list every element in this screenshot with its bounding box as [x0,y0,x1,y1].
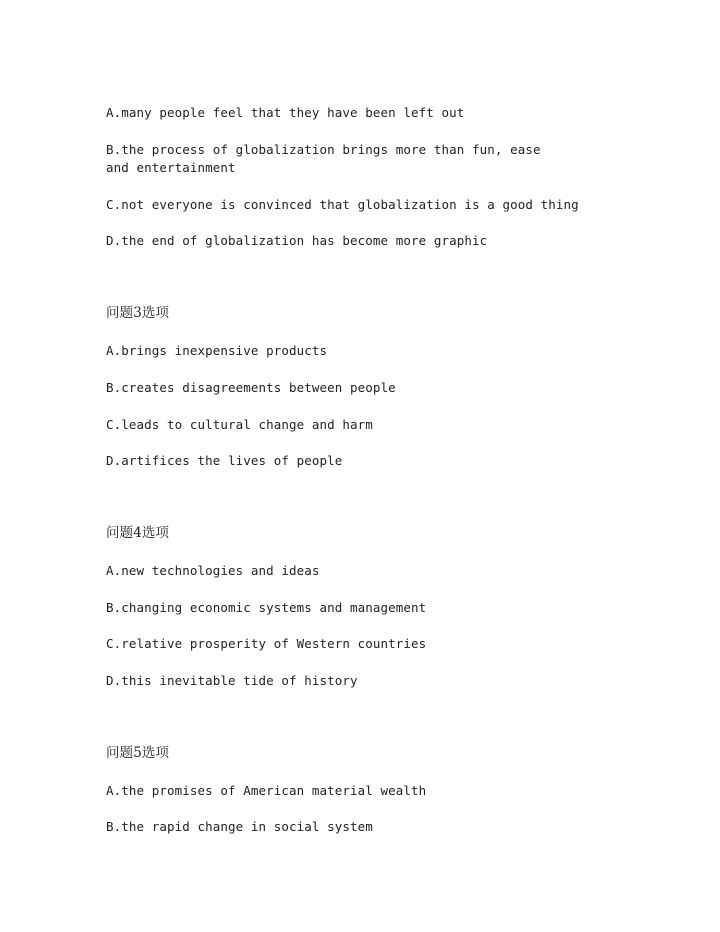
option-4d: D.this inevitable tide of history [106,673,358,688]
option-2d: D.the end of globalization has become more graphic [106,233,488,248]
option-5b: B.the rapid change in social system [106,819,373,834]
question-5-heading: 问题5选项 [106,745,170,761]
option-4c: C.relative prosperity of Western countries [106,636,427,651]
option-4a: A.new technologies and ideas [106,563,320,578]
option-3c: C.leads to cultural change and harm [106,417,373,432]
question-3-heading: 问题3选项 [106,305,170,321]
option-2b: B.the process of globalization brings more than fun, ease and entertainment [106,142,549,175]
option-3b: B.creates disagreements between people [106,380,396,395]
option-4b: B.changing economic systems and management [106,600,427,615]
option-3d: D.artifices the lives of people [106,453,343,468]
option-2a: A.many people feel that they have been left out [106,105,465,120]
question-4-heading: 问题4选项 [106,525,170,541]
option-3a: A.brings inexpensive products [106,343,328,358]
option-2c: C.not everyone is convinced that globalization is a good thing [106,197,579,212]
option-5a: A.the promises of American material wealth [106,783,427,798]
